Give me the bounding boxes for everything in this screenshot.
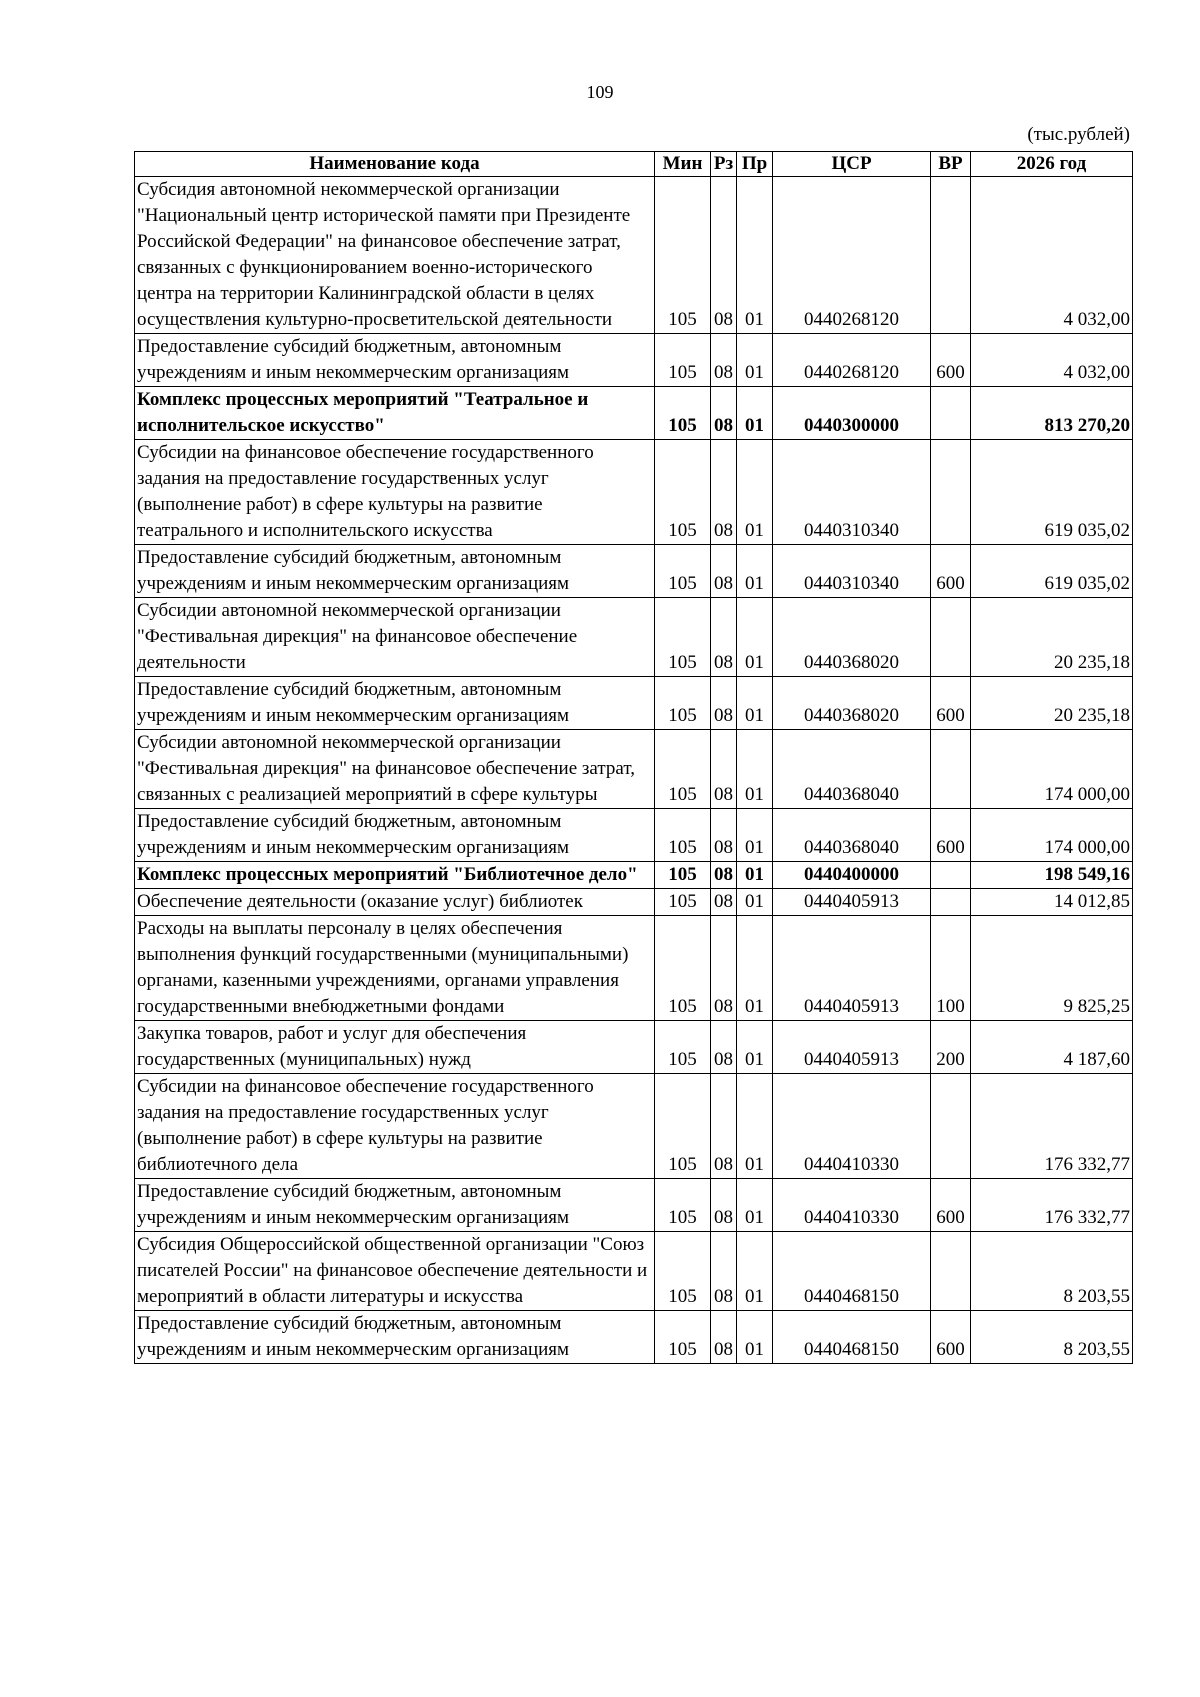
row-amount-cell: 176 332,77 xyxy=(971,1179,1133,1232)
row-pr-cell: 01 xyxy=(737,730,773,809)
header-row xyxy=(135,152,1133,177)
table-row xyxy=(135,677,1133,730)
row-pr-cell: 01 xyxy=(737,1021,773,1074)
row-csr-cell: 0440468150 xyxy=(773,1232,931,1311)
page-number: 109 xyxy=(586,82,614,102)
row-rz-cell: 08 xyxy=(711,730,737,809)
row-rz-cell: 08 xyxy=(711,545,737,598)
row-vr-cell: 600 xyxy=(931,545,971,598)
row-amount-cell: 4 187,60 xyxy=(971,1021,1133,1074)
row-vr-cell xyxy=(931,177,971,334)
row-rz-cell: 08 xyxy=(711,1232,737,1311)
header-min: Мин xyxy=(655,152,711,177)
row-amount-cell: 4 032,00 xyxy=(971,334,1133,387)
row-name-cell: Предоставление субсидий бюджетным, автономным учреждениям и иным некоммерческим организациям xyxy=(135,1179,655,1232)
row-pr-cell: 01 xyxy=(737,916,773,1021)
row-vr-cell xyxy=(931,440,971,545)
row-vr-cell xyxy=(931,889,971,916)
table-row xyxy=(135,1311,1133,1364)
row-name-cell: Предоставление субсидий бюджетным, автономным учреждениям и иным некоммерческим организациям xyxy=(135,545,655,598)
row-csr-cell: 0440400000 xyxy=(773,862,931,889)
row-pr-cell: 01 xyxy=(737,598,773,677)
row-pr-cell: 01 xyxy=(737,1179,773,1232)
row-min-cell: 105 xyxy=(655,916,711,1021)
row-min-cell: 105 xyxy=(655,889,711,916)
row-amount-cell: 8 203,55 xyxy=(971,1232,1133,1311)
row-name-cell: Предоставление субсидий бюджетным, автономным учреждениям и иным некоммерческим организациям xyxy=(135,1311,655,1364)
row-min-cell: 105 xyxy=(655,1232,711,1311)
row-vr-cell xyxy=(931,862,971,889)
header-name: Наименование кода xyxy=(135,152,655,177)
row-amount-cell: 174 000,00 xyxy=(971,730,1133,809)
row-min-cell: 105 xyxy=(655,809,711,862)
row-pr-cell: 01 xyxy=(737,1311,773,1364)
row-csr-cell: 0440468150 xyxy=(773,1311,931,1364)
row-min-cell: 105 xyxy=(655,545,711,598)
row-min-cell: 105 xyxy=(655,177,711,334)
row-vr-cell xyxy=(931,387,971,440)
row-pr-cell: 01 xyxy=(737,809,773,862)
row-vr-cell xyxy=(931,598,971,677)
row-rz-cell: 08 xyxy=(711,1179,737,1232)
row-amount-cell: 619 035,02 xyxy=(971,440,1133,545)
row-vr-cell xyxy=(931,1074,971,1179)
row-csr-cell: 0440368020 xyxy=(773,598,931,677)
row-pr-cell: 01 xyxy=(737,177,773,334)
row-min-cell: 105 xyxy=(655,598,711,677)
row-min-cell: 105 xyxy=(655,1179,711,1232)
row-pr-cell: 01 xyxy=(737,334,773,387)
row-csr-cell: 0440368040 xyxy=(773,730,931,809)
row-min-cell: 105 xyxy=(655,862,711,889)
row-min-cell: 105 xyxy=(655,1074,711,1179)
row-min-cell: 105 xyxy=(655,1021,711,1074)
row-rz-cell: 08 xyxy=(711,862,737,889)
row-pr-cell: 01 xyxy=(737,1074,773,1179)
row-csr-cell: 0440268120 xyxy=(773,177,931,334)
row-rz-cell: 08 xyxy=(711,677,737,730)
row-csr-cell: 0440268120 xyxy=(773,334,931,387)
row-name-cell: Комплекс процессных мероприятий "Библиотечное дело" xyxy=(135,862,655,889)
row-csr-cell: 0440310340 xyxy=(773,545,931,598)
table-row xyxy=(135,598,1133,677)
table-row xyxy=(135,809,1133,862)
row-name-cell: Закупка товаров, работ и услуг для обеспечения государственных (муниципальных) нужд xyxy=(135,1021,655,1074)
budget-table xyxy=(134,151,1133,1364)
row-name-cell: Комплекс процессных мероприятий "Театральное и исполнительское искусство" xyxy=(135,387,655,440)
row-amount-cell: 198 549,16 xyxy=(971,862,1133,889)
row-vr-cell: 600 xyxy=(931,334,971,387)
row-rz-cell: 08 xyxy=(711,177,737,334)
table-row xyxy=(135,1021,1133,1074)
row-rz-cell: 08 xyxy=(711,334,737,387)
table-row xyxy=(135,730,1133,809)
row-name-cell: Обеспечение деятельности (оказание услуг) библиотек xyxy=(135,889,655,916)
row-vr-cell: 600 xyxy=(931,1179,971,1232)
row-name-cell: Субсидия Общероссийской общественной организации "Союз писателей России" на финансовое обеспечение деятельности и мероприятий в области литературы и искусства xyxy=(135,1232,655,1311)
row-vr-cell: 200 xyxy=(931,1021,971,1074)
row-amount-cell: 174 000,00 xyxy=(971,809,1133,862)
row-vr-cell: 600 xyxy=(931,809,971,862)
row-rz-cell: 08 xyxy=(711,916,737,1021)
table-row xyxy=(135,916,1133,1021)
row-rz-cell: 08 xyxy=(711,1074,737,1179)
row-pr-cell: 01 xyxy=(737,387,773,440)
row-csr-cell: 0440300000 xyxy=(773,387,931,440)
units-label: (тыс.рублей) xyxy=(1027,124,1130,145)
table-row xyxy=(135,889,1133,916)
header-year: 2026 год xyxy=(971,152,1133,177)
table-row xyxy=(135,177,1133,334)
row-rz-cell: 08 xyxy=(711,440,737,545)
row-vr-cell: 600 xyxy=(931,677,971,730)
row-pr-cell: 01 xyxy=(737,545,773,598)
row-name-cell: Предоставление субсидий бюджетным, автономным учреждениям и иным некоммерческим организациям xyxy=(135,809,655,862)
row-amount-cell: 4 032,00 xyxy=(971,177,1133,334)
row-rz-cell: 08 xyxy=(711,1311,737,1364)
row-csr-cell: 0440405913 xyxy=(773,1021,931,1074)
row-amount-cell: 9 825,25 xyxy=(971,916,1133,1021)
table-row xyxy=(135,1074,1133,1179)
table-row xyxy=(135,1179,1133,1232)
row-vr-cell xyxy=(931,730,971,809)
row-csr-cell: 0440310340 xyxy=(773,440,931,545)
header-rz: Рз xyxy=(711,152,737,177)
row-vr-cell xyxy=(931,1232,971,1311)
row-amount-cell: 8 203,55 xyxy=(971,1311,1133,1364)
row-amount-cell: 813 270,20 xyxy=(971,387,1133,440)
table-row xyxy=(135,1232,1133,1311)
row-amount-cell: 20 235,18 xyxy=(971,677,1133,730)
row-rz-cell: 08 xyxy=(711,809,737,862)
row-csr-cell: 0440405913 xyxy=(773,889,931,916)
row-amount-cell: 176 332,77 xyxy=(971,1074,1133,1179)
row-name-cell: Субсидии автономной некоммерческой организации "Фестивальная дирекция" на финансовое обеспечение затрат, связанных с реализацией мероприятий в сфере культуры xyxy=(135,730,655,809)
row-name-cell: Предоставление субсидий бюджетным, автономным учреждениям и иным некоммерческим организациям xyxy=(135,334,655,387)
row-name-cell: Субсидии автономной некоммерческой организации "Фестивальная дирекция" на финансовое обеспечение деятельности xyxy=(135,598,655,677)
row-min-cell: 105 xyxy=(655,387,711,440)
row-pr-cell: 01 xyxy=(737,440,773,545)
row-csr-cell: 0440368020 xyxy=(773,677,931,730)
row-rz-cell: 08 xyxy=(711,1021,737,1074)
table-body xyxy=(135,177,1133,1364)
header-pr: Пр xyxy=(737,152,773,177)
row-rz-cell: 08 xyxy=(711,387,737,440)
row-min-cell: 105 xyxy=(655,1311,711,1364)
row-vr-cell: 600 xyxy=(931,1311,971,1364)
row-name-cell: Предоставление субсидий бюджетным, автономным учреждениям и иным некоммерческим организациям xyxy=(135,677,655,730)
row-pr-cell: 01 xyxy=(737,889,773,916)
row-name-cell: Субсидии на финансовое обеспечение государственного задания на предоставление государственных услуг (выполнение работ) в сфере культуры на развитие библиотечного дела xyxy=(135,1074,655,1179)
row-pr-cell: 01 xyxy=(737,1232,773,1311)
row-min-cell: 105 xyxy=(655,440,711,545)
table-row xyxy=(135,387,1133,440)
row-csr-cell: 0440410330 xyxy=(773,1074,931,1179)
row-pr-cell: 01 xyxy=(737,862,773,889)
row-min-cell: 105 xyxy=(655,730,711,809)
table-row xyxy=(135,440,1133,545)
table-row xyxy=(135,334,1133,387)
row-rz-cell: 08 xyxy=(711,889,737,916)
row-amount-cell: 20 235,18 xyxy=(971,598,1133,677)
row-min-cell: 105 xyxy=(655,677,711,730)
table-row xyxy=(135,545,1133,598)
header-vr: ВР xyxy=(931,152,971,177)
row-vr-cell: 100 xyxy=(931,916,971,1021)
row-amount-cell: 14 012,85 xyxy=(971,889,1133,916)
row-amount-cell: 619 035,02 xyxy=(971,545,1133,598)
row-rz-cell: 08 xyxy=(711,598,737,677)
row-pr-cell: 01 xyxy=(737,677,773,730)
row-csr-cell: 0440405913 xyxy=(773,916,931,1021)
table-row xyxy=(135,862,1133,889)
row-name-cell: Расходы на выплаты персоналу в целях обеспечения выполнения функций государственными (муниципальными) органами, казенными учреждениями, органами управления государственными внебюджетными фондами xyxy=(135,916,655,1021)
row-name-cell: Субсидии на финансовое обеспечение государственного задания на предоставление государственных услуг (выполнение работ) в сфере культуры на развитие театрального и исполнительского искусства xyxy=(135,440,655,545)
row-name-cell: Субсидия автономной некоммерческой организации "Национальный центр исторической памяти при Президенте Российской Федерации" на финансовое обеспечение затрат, связанных с функционированием военно-исторического центра на территории Калининградской области в целях осуществления культурно-просветительской деятельности xyxy=(135,177,655,334)
row-csr-cell: 0440368040 xyxy=(773,809,931,862)
row-csr-cell: 0440410330 xyxy=(773,1179,931,1232)
row-min-cell: 105 xyxy=(655,334,711,387)
header-csr: ЦСР xyxy=(773,152,931,177)
